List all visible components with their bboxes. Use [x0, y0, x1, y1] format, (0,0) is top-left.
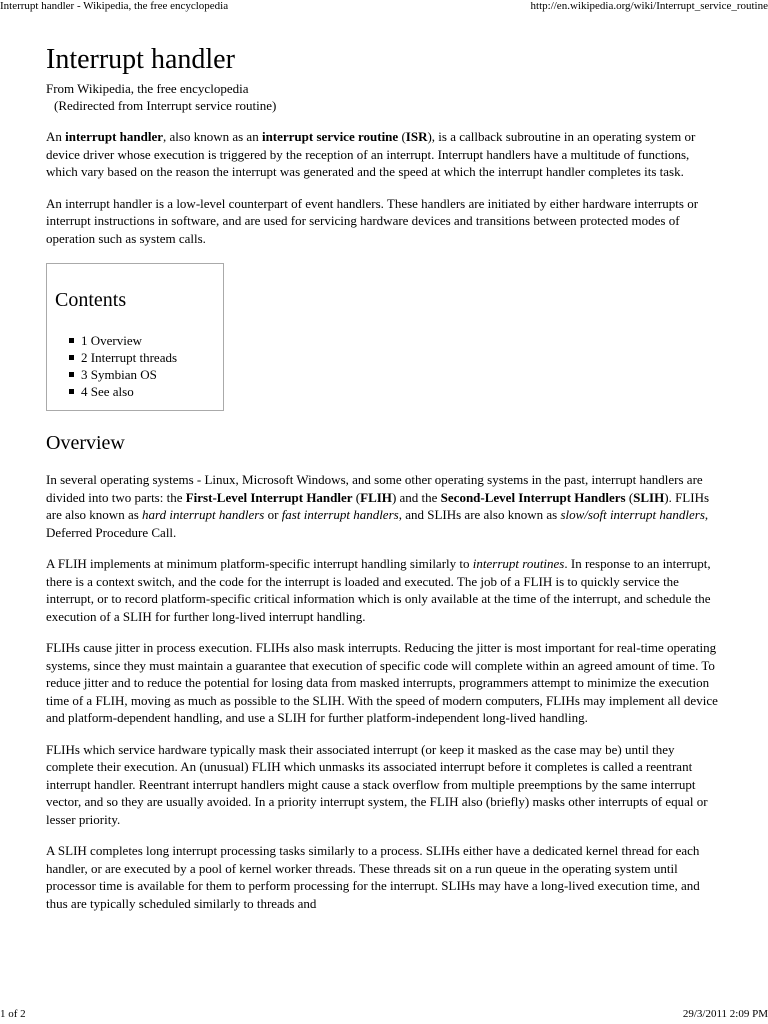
site-subtitle: From Wikipedia, the free encyclopedia	[46, 81, 249, 96]
page-url: http://en.wikipedia.org/wiki/Interrupt_service_routine	[530, 0, 768, 12]
toc-item-symbian-os[interactable]	[81, 366, 223, 383]
toc-link[interactable]: 3 Symbian OS	[81, 367, 157, 382]
table-of-contents	[46, 263, 224, 411]
toc-item-see-also[interactable]	[81, 383, 223, 400]
toc-list	[55, 332, 223, 400]
intro-paragraph-2: An interrupt handler is a low-level counterpart of event handlers. These handlers are initiated by either hardware interrupts or interrupt instructions in software, and are used for servicing hardware devices and transitions between protected modes of operation such as system calls.	[46, 195, 699, 246]
page-counter: 1 of 2	[0, 1008, 26, 1020]
article	[46, 40, 722, 912]
overview-paragraph-3: FLIHs cause jitter in process execution. FLIHs also mask interrupts. Reducing the jitter is most important for real-time operating systems, since they must maintain a guarantee that execution of specific code will complete within an agreed amount of time. To reduce jitter and to reduce the potential for losing data from masked interrupts, programmers attempt to minimize the execution time of a FLIH, moving as much as possible to the SLIH. With the speed of modern computers, FLIHs may implement all device and platform-dependent handling, and use a SLIH for further platform-independent long-lived handling.	[46, 640, 718, 725]
toc-link[interactable]: 2 Interrupt threads	[81, 350, 178, 365]
toc-title: Contents	[55, 289, 127, 311]
toc-link[interactable]: 4 See also	[81, 384, 134, 399]
section-heading-overview: Overview	[46, 432, 125, 454]
overview-paragraph-5: A SLIH completes long interrupt processing tasks similarly to a process. SLIHs either have a dedicated kernel thread for each handler, or are executed by a pool of kernel worker threads. These threads sit on a run queue in the operating system until processor time is available for them to perform processing for the interrupt. SLIHs may have a long-lived execution time, and thus are typically scheduled similarly to threads and	[46, 843, 700, 911]
intro-paragraph-1: An interrupt handler, also known as an interrupt service routine (ISR), is a callback subroutine in an operating system or device driver whose execution is triggered by the reception of an interrupt. Interrupt handlers have a multitude of functions, which vary based on the reason the interrupt was generated and the speed at which the interrupt handler completes its task.	[46, 129, 696, 179]
overview-paragraph-4: FLIHs which service hardware typically mask their associated interrupt (or keep it masked as the case may be) until they complete their execution. An (unusual) FLIH which unmasks its associated interrupt before it completes is called a reentrant interrupt handler. Reentrant interrupt handlers might cause a stack overflow from multiple preemptions by the same interrupt vector, and so they are usually avoided. In a priority interrupt system, the FLIH also (briefly) masks other interrupts of equal or lesser priority.	[46, 741, 708, 827]
toc-link[interactable]: 1 Overview	[81, 333, 143, 348]
redirect-notice: (Redirected from Interrupt service routine)	[54, 98, 277, 113]
toc-item-interrupt-threads[interactable]	[81, 349, 223, 366]
print-timestamp: 29/3/2011 2:09 PM	[682, 1008, 768, 1020]
overview-paragraph-1: In several operating systems - Linux, Microsoft Windows, and some other operating systems in the past, interrupt handlers are divided into two parts: the First-Level Interrupt Handler (FLIH) and the Second-Level Interrupt Handlers (SLIH). FLIHs are also known as hard interrupt handlers or fast interrupt handlers, and SLIHs are also known as slow/soft interrupt handlers, Deferred Procedure Call.	[46, 472, 710, 540]
browser-tab-title: Interrupt handler - Wikipedia, the free encyclopedia	[0, 0, 229, 12]
page-title: Interrupt handler	[46, 44, 235, 75]
overview-paragraph-2: A FLIH implements at minimum platform-specific interrupt handling similarly to interrupt routines. In response to an interrupt, there is a context switch, and the code for the interrupt is loaded and executed. The job of a FLIH is to quickly service the interrupt, or to record platform-specific critical information which is only available at the time of the interrupt, and schedule the execution of a SLIH for further long-lived interrupt handling.	[46, 556, 711, 624]
toc-item-overview[interactable]	[81, 332, 223, 349]
